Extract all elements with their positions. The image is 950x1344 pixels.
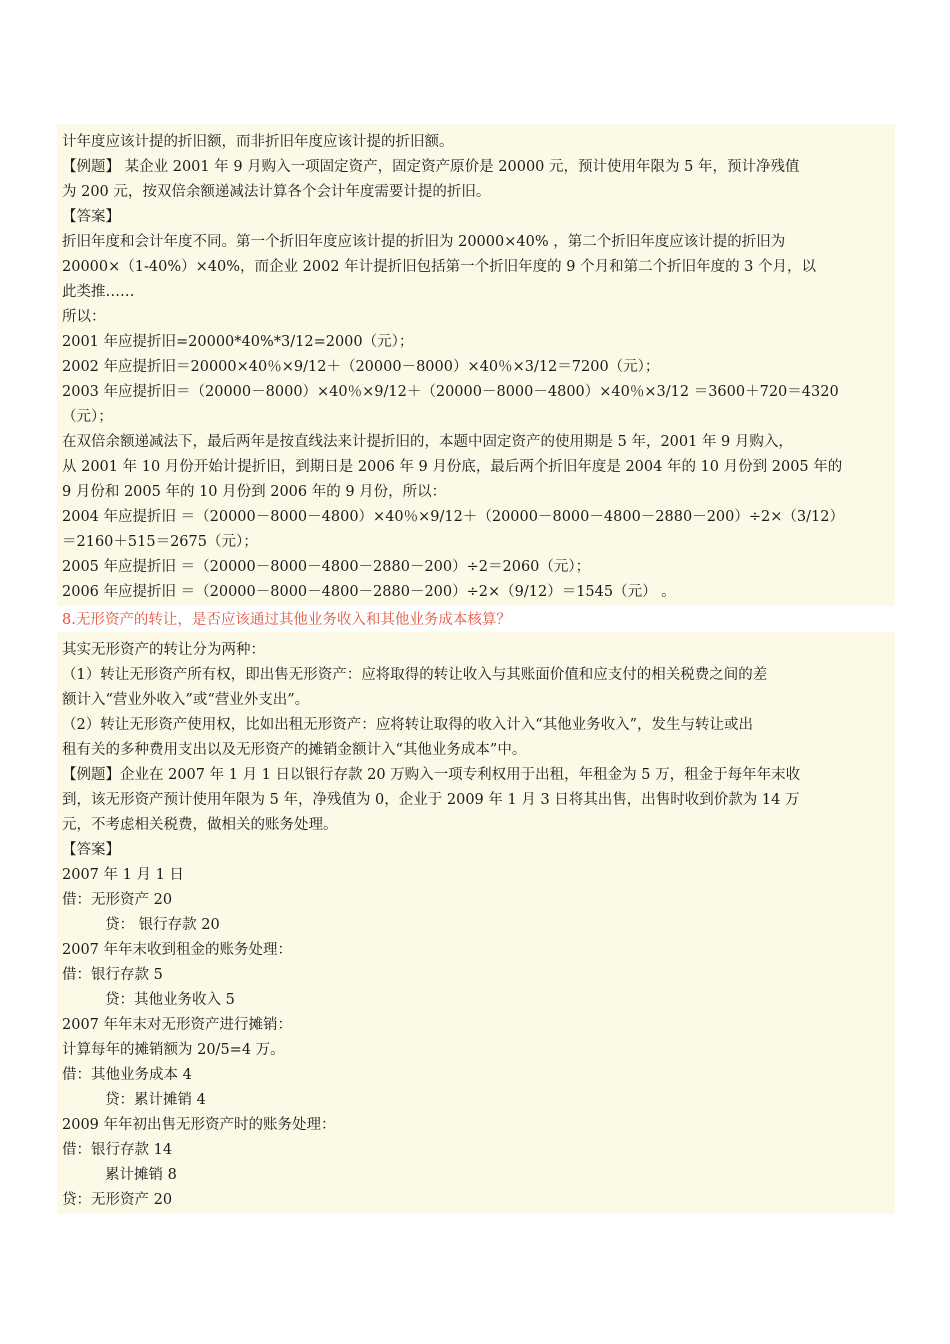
formula-line: 2001 年应提折旧=20000*40%*3/12=2000（元）；	[62, 334, 414, 350]
formula-line: 2004 年应提折旧 ＝（20000－8000－4800）×40％×9/12＋（20000－8000－4800－2880－200）÷2×（3/12）	[62, 509, 844, 525]
answer-label: 【答案】	[62, 842, 120, 858]
question-heading: 8.无形资产的转让，是否应该通过其他业务收入和其他业务成本核算？	[62, 612, 511, 628]
journal-credit: 贷：无形资产 20	[62, 1192, 173, 1208]
journal-debit: 借：其他业务成本 4	[62, 1067, 192, 1083]
text-line: （2）转让无形资产使用权，比如出租无形资产：应将转让取得的收入计入“其他业务收入”，发生与转让或出	[62, 717, 754, 733]
entry-date: 2007 年 1 月 1 日	[62, 867, 184, 883]
journal-credit: 贷： 银行存款 20	[105, 917, 220, 933]
formula-line: （元）；	[62, 409, 113, 425]
formula-line: 2003 年应提折旧＝（20000－8000）×40％×9/12＋（20000－8000－4800）×40％×3/12 ＝3600＋720＝4320	[62, 384, 839, 400]
journal-debit-continued: 累计摊销 8	[105, 1167, 177, 1183]
text-line: 9 月份和 2005 年的 10 月份到 2006 年的 9 月份，所以：	[62, 484, 447, 500]
text-line: 所以：	[62, 309, 106, 325]
text-line: 此类推……	[62, 284, 135, 300]
entry-title: 2007 年年末收到租金的账务处理：	[62, 942, 293, 958]
example-line: 【例题】 某企业 2001 年 9 月购入一项固定资产，固定资产原价是 20000 元，预计使用年限为 5 年，预计净残值	[62, 159, 800, 175]
text-line: （1）转让无形资产所有权，即出售无形资产：应将取得的转让收入与其账面价值和应支付的相关税费之间的差	[62, 667, 768, 683]
example-line: 【例题】企业在 2007 年 1 月 1 日以银行存款 20 万购入一项专利权用于出租，年租金为 5 万，租金于每年年末收	[62, 767, 801, 783]
formula-line: 2006 年应提折旧 ＝（20000－8000－4800－2880－200）÷2×（9/12）＝1545（元） 。	[62, 584, 676, 600]
journal-credit: 贷：累计摊销 4	[105, 1092, 206, 1108]
journal-debit: 借：银行存款 14	[62, 1142, 173, 1158]
journal-credit: 贷：其他业务收入 5	[105, 992, 235, 1008]
entry-title: 2007 年年末对无形资产进行摊销：	[62, 1017, 293, 1033]
formula-line: 2005 年应提折旧 ＝（20000－8000－4800－2880－200）÷2＝2060（元）；	[62, 559, 591, 575]
text-line: 为 200 元，按双倍余额递减法计算各个会计年度需要计提的折旧。	[62, 184, 491, 200]
text-line: 其实无形资产的转让分为两种：	[62, 642, 265, 658]
text-line: 折旧年度和会计年度不同。第一个折旧年度应该计提的折旧为 20000×40% ，第二个折旧年度应该计提的折旧为	[62, 234, 786, 250]
text-line: 元，不考虑相关税费，做相关的账务处理。	[62, 817, 338, 833]
text-line: 额计入“营业外收入”或“营业外支出”。	[62, 692, 310, 708]
text-line: 租有关的多种费用支出以及无形资产的摊销金额计入“其他业务成本”中。	[62, 742, 527, 758]
text-line: 计算每年的摊销额为 20/5=4 万。	[62, 1042, 285, 1058]
journal-debit: 借：银行存款 5	[62, 967, 163, 983]
formula-line: 2002 年应提折旧＝20000×40％×9/12＋（20000－8000）×40％×3/12＝7200（元）；	[62, 359, 660, 375]
text-line: 计年度应该计提的折旧额，而非折旧年度应该计提的折旧额。	[62, 134, 454, 150]
text-line: 20000×（1-40%）×40%，而企业 2002 年计提折旧包括第一个折旧年度的 9 个月和第二个折旧年度的 3 个月，以	[62, 259, 817, 275]
formula-line: ＝2160＋515＝2675（元）；	[62, 534, 258, 550]
answer-label: 【答案】	[62, 209, 120, 225]
text-line: 到，该无形资产预计使用年限为 5 年，净残值为 0，企业于 2009 年 1 月 3 日将其出售，出售时收到价款为 14 万	[62, 792, 800, 808]
text-line: 在双倍余额递减法下，最后两年是按直线法来计提折旧的，本题中固定资产的使用期是 5 年，2001 年 9 月购入，	[62, 434, 793, 450]
entry-title: 2009 年年初出售无形资产时的账务处理：	[62, 1117, 336, 1133]
journal-debit: 借：无形资产 20	[62, 892, 173, 908]
text-line: 从 2001 年 10 月份开始计提折旧，到期日是 2006 年 9 月份底，最后两个折旧年度是 2004 年的 10 月份到 2005 年的	[62, 459, 843, 475]
